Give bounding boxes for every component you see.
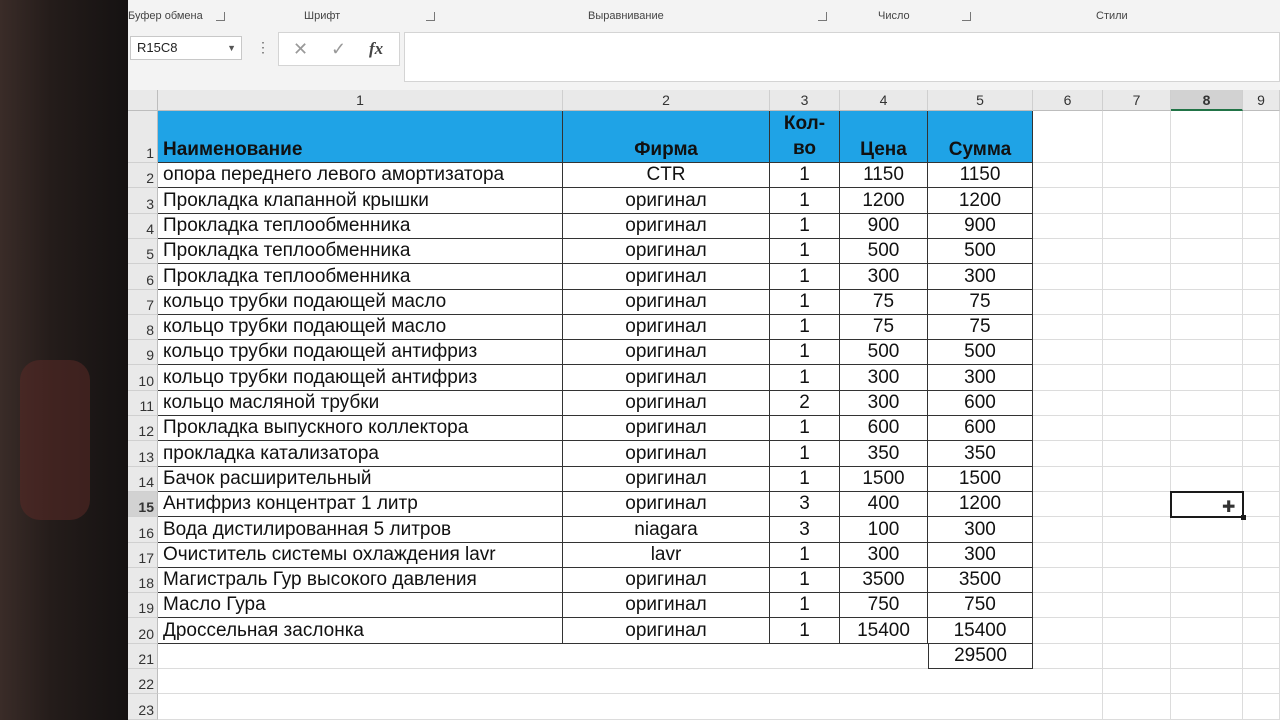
row-header[interactable]: 10 bbox=[128, 365, 158, 391]
table-cell[interactable]: 1200 bbox=[840, 188, 928, 214]
insert-function-icon[interactable]: fx bbox=[369, 39, 384, 58]
table-cell[interactable]: 900 bbox=[928, 214, 1033, 239]
table-header-cell[interactable] bbox=[840, 111, 928, 163]
table-cell[interactable]: 900 bbox=[840, 214, 928, 239]
table-cell[interactable]: кольцо масляной трубки bbox=[158, 391, 563, 416]
table-cell[interactable]: Дроссельная заслонка bbox=[158, 618, 563, 644]
table-cell[interactable]: 600 bbox=[928, 391, 1033, 416]
table-cell[interactable]: оригинал bbox=[563, 441, 770, 467]
ribbon-group-label: Буфер обмена bbox=[128, 10, 203, 22]
ribbon-group-label: Выравнивание bbox=[588, 10, 664, 22]
table-cell[interactable]: Прокладка теплообменника bbox=[158, 239, 563, 264]
table-cell[interactable]: 1 bbox=[770, 568, 840, 593]
table-cell[interactable]: CTR bbox=[563, 163, 770, 188]
table-cell[interactable]: 300 bbox=[928, 365, 1033, 391]
column-header[interactable]: 9 bbox=[1243, 90, 1280, 111]
table-cell[interactable]: 1 bbox=[770, 467, 840, 492]
row-header[interactable]: 21 bbox=[128, 644, 158, 669]
cancel-icon[interactable]: ✕ bbox=[293, 39, 309, 59]
table-cell[interactable]: оригинал bbox=[563, 416, 770, 441]
table-cell[interactable]: 500 bbox=[840, 239, 928, 264]
table-cell[interactable]: Прокладка теплообменника bbox=[158, 214, 563, 239]
table-cell[interactable]: Антифриз концентрат 1 литр bbox=[158, 492, 563, 517]
table-cell[interactable]: оригинал bbox=[563, 315, 770, 340]
table-cell[interactable]: Очиститель системы охлаждения lavr bbox=[158, 543, 563, 568]
row-header[interactable]: 23 bbox=[128, 694, 158, 720]
table-cell[interactable]: 350 bbox=[928, 441, 1033, 467]
table-cell[interactable]: кольцо трубки подающей масло bbox=[158, 290, 563, 315]
row-header[interactable]: 15 bbox=[128, 492, 158, 517]
table-header-cell[interactable] bbox=[928, 111, 1033, 163]
table-header-cell[interactable] bbox=[770, 111, 840, 163]
table-cell[interactable]: 1 bbox=[770, 441, 840, 467]
table-cell[interactable]: 3500 bbox=[840, 568, 928, 593]
table-cell[interactable]: 15400 bbox=[928, 618, 1033, 644]
table-cell[interactable]: 1 bbox=[770, 290, 840, 315]
row-header[interactable]: 3 bbox=[128, 188, 158, 214]
table-cell[interactable]: 1 bbox=[770, 340, 840, 365]
row-header[interactable]: 20 bbox=[128, 618, 158, 644]
header-price: Цена bbox=[860, 139, 907, 160]
table-cell[interactable]: 600 bbox=[928, 416, 1033, 441]
table-cell[interactable]: 300 bbox=[840, 543, 928, 568]
chevron-down-icon[interactable]: ▼ bbox=[227, 43, 236, 53]
ribbon-group-label: Число bbox=[878, 10, 910, 22]
table-cell[interactable]: 2 bbox=[770, 391, 840, 416]
row-header[interactable]: 12 bbox=[128, 416, 158, 441]
table-cell[interactable]: оригинал bbox=[563, 239, 770, 264]
table-cell[interactable]: 3 bbox=[770, 517, 840, 543]
table-cell[interactable]: lavr bbox=[563, 543, 770, 568]
table-cell[interactable]: 1 bbox=[770, 239, 840, 264]
row-header[interactable]: 8 bbox=[128, 315, 158, 340]
monitor-bezel bbox=[0, 0, 128, 720]
table-cell[interactable]: Прокладка выпускного коллектора bbox=[158, 416, 563, 441]
table-cell[interactable]: 1500 bbox=[928, 467, 1033, 492]
table-cell[interactable]: 350 bbox=[840, 441, 928, 467]
fill-handle[interactable] bbox=[1241, 515, 1246, 520]
table-cell[interactable]: 300 bbox=[840, 264, 928, 290]
table-cell[interactable]: 1 bbox=[770, 618, 840, 644]
table-cell[interactable]: оригинал bbox=[563, 264, 770, 290]
table-cell[interactable]: 1 bbox=[770, 163, 840, 188]
table-cell[interactable]: 300 bbox=[840, 391, 928, 416]
excel-window bbox=[128, 0, 1280, 720]
gridline bbox=[158, 693, 1280, 694]
table-cell[interactable]: Вода дистилированная 5 литров bbox=[158, 517, 563, 543]
column-header[interactable]: 8 bbox=[1171, 90, 1243, 111]
table-cell[interactable]: 400 bbox=[840, 492, 928, 517]
table-cell[interactable]: Масло Гура bbox=[158, 593, 563, 618]
table-cell[interactable]: 75 bbox=[840, 290, 928, 315]
table-cell[interactable]: 600 bbox=[840, 416, 928, 441]
table-cell[interactable]: 750 bbox=[928, 593, 1033, 618]
enter-icon[interactable]: ✓ bbox=[331, 39, 347, 59]
row-header[interactable]: 1 bbox=[128, 111, 158, 163]
table-cell[interactable]: 1200 bbox=[928, 492, 1033, 517]
table-cell[interactable]: 1 bbox=[770, 416, 840, 441]
table-cell[interactable]: 300 bbox=[840, 365, 928, 391]
table-cell[interactable]: Прокладка клапанной крышки bbox=[158, 188, 563, 214]
table-cell[interactable]: niagara bbox=[563, 517, 770, 543]
table-header-cell[interactable] bbox=[158, 111, 563, 163]
table-cell[interactable]: оригинал bbox=[563, 290, 770, 315]
table-cell[interactable]: оригинал bbox=[563, 467, 770, 492]
table-cell[interactable]: 300 bbox=[928, 264, 1033, 290]
table-cell[interactable]: 15400 bbox=[840, 618, 928, 644]
row-header[interactable]: 18 bbox=[128, 568, 158, 593]
table-cell[interactable]: 1150 bbox=[840, 163, 928, 188]
row-header[interactable]: 19 bbox=[128, 593, 158, 618]
table-cell[interactable]: 1200 bbox=[928, 188, 1033, 214]
table-header-cell[interactable] bbox=[563, 111, 770, 163]
table-cell[interactable]: 750 bbox=[840, 593, 928, 618]
table-cell[interactable]: 500 bbox=[840, 340, 928, 365]
background-blur bbox=[20, 360, 90, 520]
table-cell[interactable]: оригинал bbox=[563, 188, 770, 214]
table-cell[interactable]: 1500 bbox=[840, 467, 928, 492]
table-cell[interactable]: 75 bbox=[840, 315, 928, 340]
table-cell[interactable]: 3500 bbox=[928, 568, 1033, 593]
row-header[interactable]: 6 bbox=[128, 264, 158, 290]
spreadsheet-grid[interactable] bbox=[128, 90, 1280, 720]
formula-bar bbox=[128, 30, 1280, 86]
table-cell[interactable]: кольцо трубки подающей антифриз bbox=[158, 340, 563, 365]
table-cell[interactable]: 1 bbox=[770, 188, 840, 214]
row-header[interactable]: 11 bbox=[128, 391, 158, 416]
table-cell[interactable]: 500 bbox=[928, 340, 1033, 365]
header-firm: Фирма bbox=[634, 139, 698, 160]
table-cell[interactable]: 1 bbox=[770, 315, 840, 340]
row-header[interactable]: 16 bbox=[128, 517, 158, 543]
ribbon-group-label: Шрифт bbox=[304, 10, 341, 22]
header-sum: Сумма bbox=[948, 139, 1012, 160]
table-cell[interactable]: оригинал bbox=[563, 391, 770, 416]
table-cell[interactable]: кольцо трубки подающей масло bbox=[158, 315, 563, 340]
dialog-launcher-icon[interactable] bbox=[426, 12, 435, 21]
total-sum-cell[interactable]: 29500 bbox=[928, 644, 1033, 669]
table-cell[interactable]: оригинал bbox=[563, 593, 770, 618]
table-cell[interactable]: 1 bbox=[770, 365, 840, 391]
table-cell[interactable]: 1 bbox=[770, 264, 840, 290]
row-header[interactable]: 9 bbox=[128, 340, 158, 365]
ribbon-group-labels bbox=[128, 0, 1280, 31]
table-cell[interactable]: оригинал bbox=[563, 365, 770, 391]
column-header[interactable]: 2 bbox=[563, 90, 770, 111]
table-cell[interactable]: 75 bbox=[928, 315, 1033, 340]
more-options-icon[interactable]: ⋮ bbox=[256, 39, 270, 55]
table-cell[interactable]: опора переднего левого амортизатора bbox=[158, 163, 563, 188]
table-cell[interactable]: 300 bbox=[928, 517, 1033, 543]
row-header[interactable]: 13 bbox=[128, 441, 158, 467]
row-header[interactable]: 4 bbox=[128, 214, 158, 239]
dialog-launcher-icon[interactable] bbox=[818, 12, 827, 21]
row-header[interactable]: 22 bbox=[128, 669, 158, 694]
formula-buttons bbox=[278, 32, 400, 66]
column-header[interactable]: 4 bbox=[840, 90, 928, 111]
plus-cursor-icon: ✚ bbox=[1222, 499, 1236, 516]
table-cell[interactable]: Прокладка теплообменника bbox=[158, 264, 563, 290]
active-cell-selection[interactable] bbox=[1170, 491, 1244, 518]
row-header[interactable]: 17 bbox=[128, 543, 158, 568]
table-cell[interactable]: оригинал bbox=[563, 568, 770, 593]
table-cell[interactable]: оригинал bbox=[563, 492, 770, 517]
table-cell[interactable]: 1 bbox=[770, 593, 840, 618]
table-cell[interactable]: прокладка катализатора bbox=[158, 441, 563, 467]
table-cell[interactable]: 75 bbox=[928, 290, 1033, 315]
row-header[interactable]: 14 bbox=[128, 467, 158, 492]
ribbon-group-label: Стили bbox=[1096, 10, 1128, 22]
column-header[interactable]: 3 bbox=[770, 90, 840, 111]
table-cell[interactable]: 500 bbox=[928, 239, 1033, 264]
table-cell[interactable]: кольцо трубки подающей антифриз bbox=[158, 365, 563, 391]
row-header[interactable]: 7 bbox=[128, 290, 158, 315]
table-cell[interactable]: 1 bbox=[770, 543, 840, 568]
table-cell[interactable]: Бачок расширительный bbox=[158, 467, 563, 492]
header-qty: Кол- bbox=[783, 113, 826, 134]
row-header[interactable]: 5 bbox=[128, 239, 158, 264]
table-cell[interactable]: 3 bbox=[770, 492, 840, 517]
row-header[interactable]: 2 bbox=[128, 163, 158, 188]
select-all-corner[interactable] bbox=[128, 90, 158, 111]
column-header[interactable]: 5 bbox=[928, 90, 1033, 111]
table-cell[interactable]: оригинал bbox=[563, 618, 770, 644]
header-name: Наименование bbox=[163, 139, 303, 160]
table-cell[interactable]: оригинал bbox=[563, 340, 770, 365]
gridline bbox=[158, 668, 1280, 669]
header-qty: во bbox=[792, 138, 817, 159]
table-cell[interactable]: 100 bbox=[840, 517, 928, 543]
name-box[interactable] bbox=[130, 36, 242, 60]
column-header[interactable]: 6 bbox=[1033, 90, 1103, 111]
table-cell[interactable]: оригинал bbox=[563, 214, 770, 239]
column-header[interactable]: 1 bbox=[158, 90, 563, 111]
table-cell[interactable]: 300 bbox=[928, 543, 1033, 568]
table-cell[interactable]: 1 bbox=[770, 214, 840, 239]
table-cell[interactable]: Магистраль Гур высокого давления bbox=[158, 568, 563, 593]
column-header[interactable]: 7 bbox=[1103, 90, 1171, 111]
name-box-value: R15C8 bbox=[137, 40, 178, 55]
dialog-launcher-icon[interactable] bbox=[962, 12, 971, 21]
table-cell[interactable]: 1150 bbox=[928, 163, 1033, 188]
formula-input[interactable] bbox=[404, 32, 1280, 82]
dialog-launcher-icon[interactable] bbox=[216, 12, 225, 21]
